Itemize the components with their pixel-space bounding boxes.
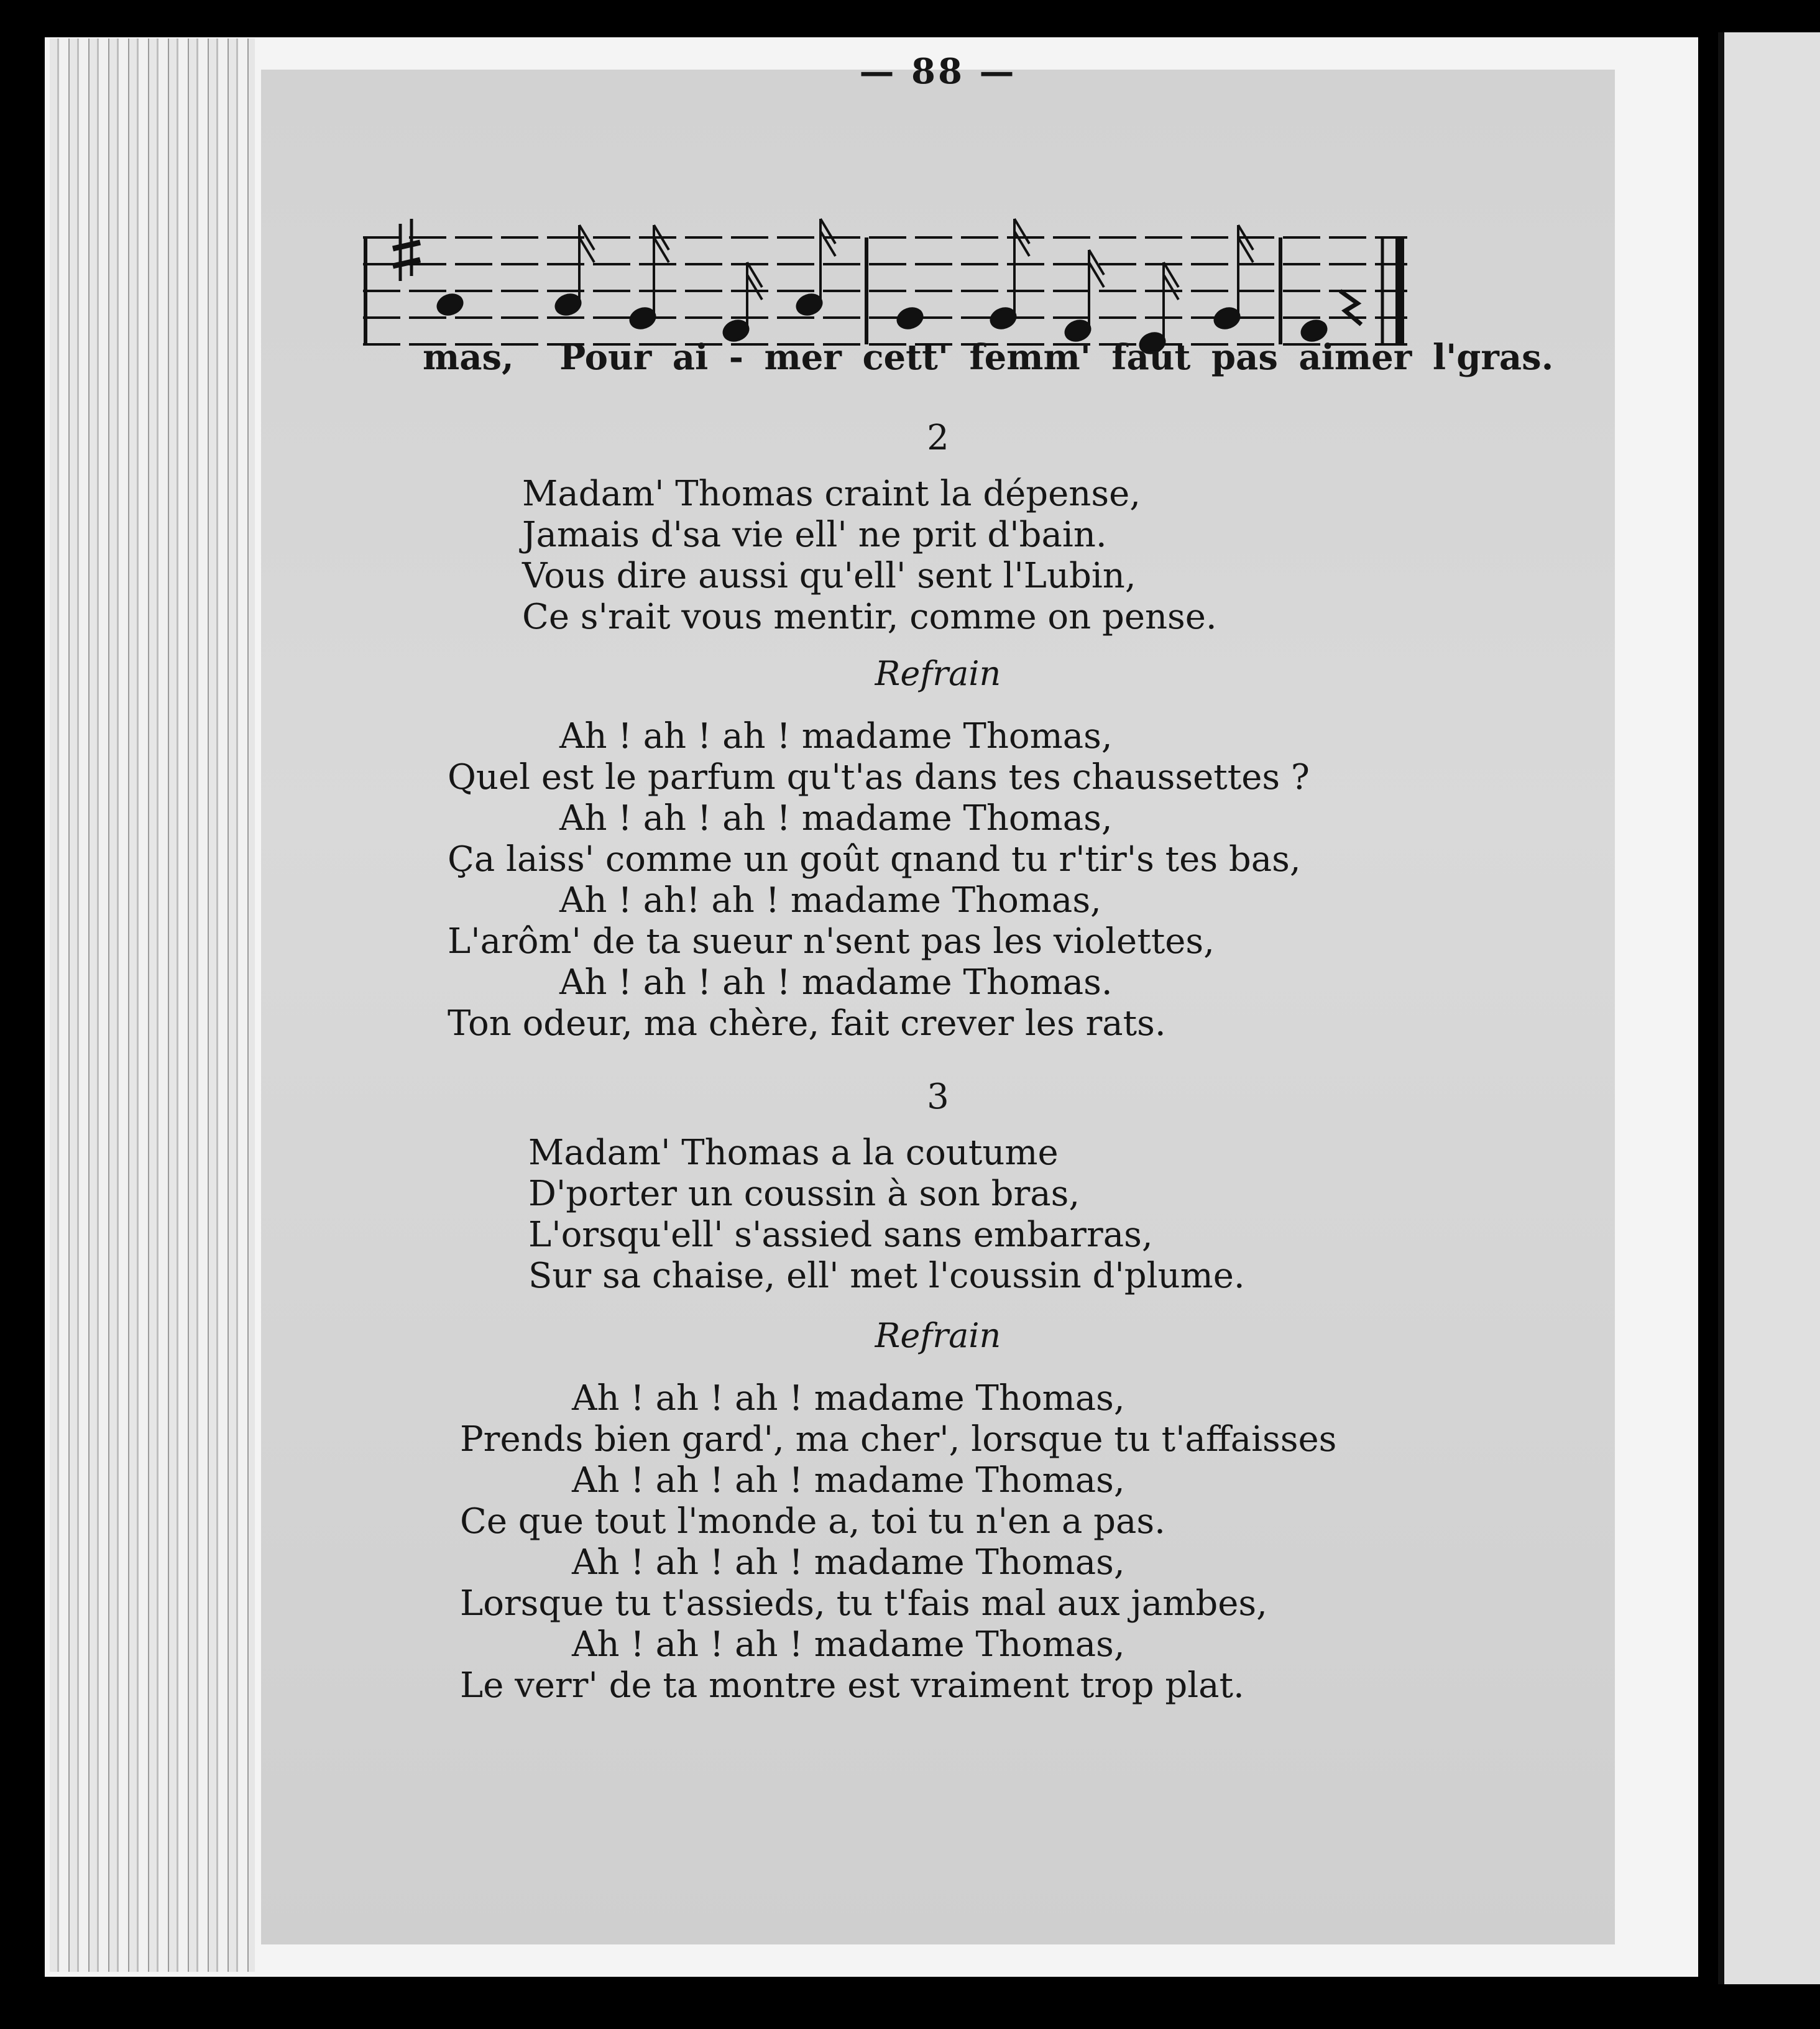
lyric-syllable: Pour [559,337,652,378]
lyric-syllable: femm' [969,337,1091,378]
verse-line: Jamais d'sa vie ell' ne prit d'bain. [522,515,1107,555]
lyric-syllable: cett' [862,337,949,378]
refrain-line: Lorsque tu t'assieds, tu t'fais mal aux jambes, [460,1583,1267,1624]
refrain-line: Ah ! ah ! ah ! madame Thomas, [559,716,1113,757]
lyric-syllable: mas, [423,337,514,378]
verse-line: Madam' Thomas craint la dépense, [522,474,1141,514]
refrain-line: L'arôm' de ta sueur n'sent pas les violettes, [448,921,1215,962]
page-edges [50,39,255,1972]
refrain-label: Refrain [875,654,1001,693]
refrain-line: Prends bien gard', ma cher', lorsque tu t'affaisses [460,1419,1337,1460]
refrain-label: Refrain [875,1316,1001,1355]
refrain-line: Ah ! ah ! ah ! madame Thomas, [572,1624,1125,1665]
verse-line: Sur sa chaise, ell' met l'coussin d'plume. [528,1256,1245,1296]
verse-stanza [522,474,1217,638]
refrain-line: Ce que tout l'monde a, toi tu n'en a pas. [460,1501,1165,1542]
refrain-line: Ton odeur, ma chère, fait crever les rats. [448,1003,1166,1044]
facing-page [1718,32,1820,1984]
verse-number: 3 [927,1077,949,1117]
verse-line: Ce s'rait vous mentir, comme on pense. [522,597,1217,637]
refrain-line: Le verr' de ta montre est vraiment trop plat. [460,1665,1244,1706]
verse-line: Madam' Thomas a la coutume [528,1133,1059,1173]
sharp-key-signature [393,219,420,281]
refrain-line: Ah ! ah ! ah ! madame Thomas, [572,1542,1125,1583]
verse-line: L'orsqu'ell' s'assied sans embarras, [528,1215,1153,1255]
page-number: — 88 — [859,51,1017,92]
refrain-stanza [460,1378,1336,1706]
music-notes [435,219,1361,356]
refrain-line: Ah ! ah! ah ! madame Thomas, [559,880,1101,921]
lyric-syllable: ai - mer [672,337,842,378]
lyric-syllable: aimer [1298,337,1412,378]
verse-line: Vous dire aussi qu'ell' sent l'Lubin, [522,556,1136,596]
refrain-stanza [448,716,1310,1044]
verse-stanza [528,1133,1245,1297]
refrain-line: Ça laiss' comme un goût qnand tu r'tir's tes bas, [448,839,1301,880]
book-page [261,51,1615,1944]
lyric-syllable: l'gras. [1432,337,1554,378]
refrain-line: Ah ! ah ! ah ! madame Thomas, [572,1460,1125,1501]
refrain-line: Ah ! ah ! ah ! madame Thomas, [559,798,1113,839]
refrain-line: Ah ! ah ! ah ! madame Thomas, [572,1378,1125,1419]
music-lyrics [423,337,1554,378]
staff-lines [363,237,1407,344]
refrain-line: Ah ! ah ! ah ! madame Thomas. [559,962,1113,1003]
verse-line: D'porter un coussin à son bras, [528,1174,1080,1214]
lyric-syllable: pas [1211,337,1278,378]
verse-number: 2 [927,418,949,458]
lyric-syllable: faut [1111,337,1191,378]
refrain-line: Quel est le parfum qu't'as dans tes chaussettes ? [448,757,1310,798]
